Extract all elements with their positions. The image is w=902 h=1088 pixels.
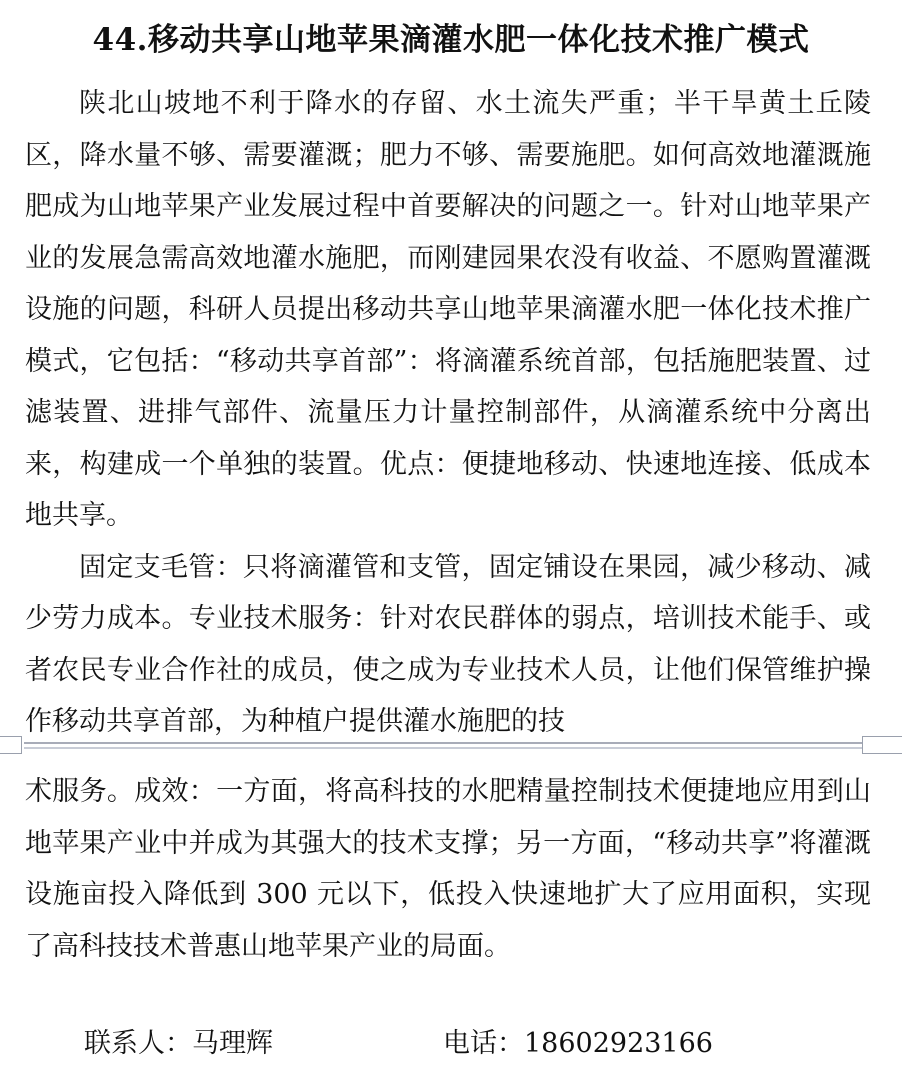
contact-person: 联系人：马理辉: [84, 1028, 273, 1059]
body-text-page-2: [25, 766, 871, 972]
page-corner-left: [0, 736, 22, 754]
paragraph-2-continued: 术服务。成效：一方面，将高科技的水肥精量控制技术便捷地应用到山地苹果产业中并成为其强大的技术支撑；另一方面，“移动共享”将灌溉设施亩投入降低到 300 元以下，低投入快速地扩大了应用面积，实现了高科技技术普惠山地苹果产业的局面。: [25, 776, 871, 962]
paragraph-1: 陕北山坡地不利于降水的存留、水土流失严重；半干旱黄土丘陵区，降水量不够、需要灌溉；肥力不够、需要施肥。如何高效地灌溉施肥成为山地苹果产业发展过程中首要解决的问题之一。针对山地苹果产业的发展急需高效地灌水施肥，而刚建园果农没有收益、不愿购置灌溉设施的问题，科研人员提出移动共享山地苹果滴灌水肥一体化技术推广模式，它包括：“移动共享首部”：将滴灌系统首部，包括施肥装置、过滤装置、进排气部件、流量压力计量控制部件，从滴灌系统中分离出来，构建成一个单独的装置。优点：便捷地移动、快速地连接、低成本地共享。: [25, 88, 871, 531]
page-break-separator: [0, 736, 902, 756]
page-break-line: [24, 742, 862, 744]
contact-info: [0, 1024, 902, 1064]
document-title: 44.移动共享山地苹果滴灌水肥一体化技术推广模式: [92, 22, 810, 58]
paragraph-2: 固定支毛管：只将滴灌管和支管，固定铺设在果园，减少移动、减少劳力成本。专业技术服务：针对农民群体的弱点，培训技术能手、或者农民专业合作社的成员，使之成为专业技术人员，让他们保管维护操作移动共享首部，为种植户提供灌水施肥的技: [25, 551, 871, 737]
page-break-line: [24, 747, 862, 749]
contact-phone: 电话：18602923166: [443, 1028, 713, 1059]
page-corner-right: [862, 736, 902, 754]
body-text-page-1: [25, 78, 871, 748]
